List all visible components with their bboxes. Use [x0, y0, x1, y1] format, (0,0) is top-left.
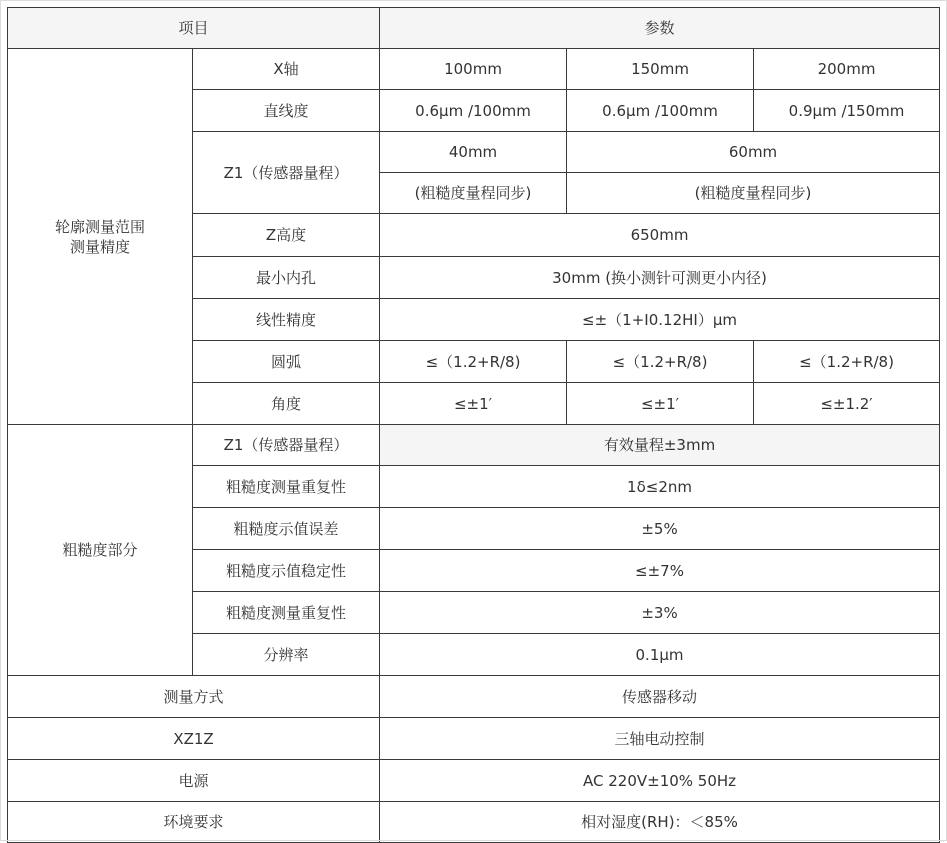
- arc-value: ≤（1.2+R/8): [754, 341, 940, 383]
- general-label: 电源: [8, 760, 380, 802]
- general-value: AC 220V±10% 50Hz: [380, 760, 940, 802]
- general-label: XZ1Z: [8, 718, 380, 760]
- general-label: 测量方式: [8, 676, 380, 718]
- angle-value: ≤±1′: [567, 383, 754, 425]
- straightness-label: 直线度: [193, 90, 380, 132]
- min-hole-label: 最小内孔: [193, 257, 380, 299]
- roughness-row-label: 粗糙度测量重复性: [193, 592, 380, 634]
- roughness-row-value: ±5%: [380, 508, 940, 550]
- spec-table: [7, 7, 940, 843]
- arc-value: ≤（1.2+R/8): [380, 341, 567, 383]
- roughness-row-label: 粗糙度示值误差: [193, 508, 380, 550]
- section-contour-line1: 轮廓测量范围: [54, 217, 145, 236]
- general-label: 环境要求: [8, 802, 380, 843]
- x-axis-value: 100mm: [380, 49, 567, 90]
- straightness-value: 0.6μm /100mm: [380, 90, 567, 132]
- header-item: 项目: [8, 8, 380, 49]
- min-hole-value: 30mm (换小测针可测更小内径): [380, 257, 940, 299]
- linearity-value: ≤±（1+I0.12HI）μm: [380, 299, 940, 341]
- general-value: 传感器移动: [380, 676, 940, 718]
- straightness-value: 0.6μm /100mm: [567, 90, 754, 132]
- roughness-row-value: 1δ≤2nm: [380, 466, 940, 508]
- roughness-row-label: 粗糙度测量重复性: [193, 466, 380, 508]
- roughness-row-value: 有效量程±3mm: [380, 425, 940, 466]
- angle-value: ≤±1′: [380, 383, 567, 425]
- row-general: [8, 676, 940, 718]
- section-contour-label: [8, 49, 193, 425]
- roughness-row-label: 分辨率: [193, 634, 380, 676]
- row-roughness: [8, 425, 940, 466]
- header-row: [8, 8, 940, 49]
- z1-value: 40mm: [380, 132, 567, 173]
- roughness-row-value: 0.1μm: [380, 634, 940, 676]
- z1-value: 60mm: [567, 132, 940, 173]
- z1-label: Z1（传感器量程）: [193, 132, 380, 214]
- z1-note: (粗糙度量程同步): [567, 173, 940, 214]
- z1-note: (粗糙度量程同步): [380, 173, 567, 214]
- header-param: 参数: [380, 8, 940, 49]
- general-value: 相对湿度(RH)：＜85%: [380, 802, 940, 843]
- z-height-label: Z高度: [193, 214, 380, 257]
- row-general: [8, 760, 940, 802]
- arc-label: 圆弧: [193, 341, 380, 383]
- linearity-label: 线性精度: [193, 299, 380, 341]
- section-contour-line2: 测量精度: [69, 237, 130, 256]
- straightness-value: 0.9μm /150mm: [754, 90, 940, 132]
- roughness-row-label: 粗糙度示值稳定性: [193, 550, 380, 592]
- roughness-row-value: ≤±7%: [380, 550, 940, 592]
- roughness-row-label: Z1（传感器量程）: [193, 425, 380, 466]
- angle-value: ≤±1.2′: [754, 383, 940, 425]
- row-general: [8, 718, 940, 760]
- x-axis-value: 150mm: [567, 49, 754, 90]
- x-axis-value: 200mm: [754, 49, 940, 90]
- roughness-row-value: ±3%: [380, 592, 940, 634]
- row-x-axis: [8, 49, 940, 90]
- general-value: 三轴电动控制: [380, 718, 940, 760]
- section-roughness-label: 粗糙度部分: [8, 425, 193, 676]
- x-axis-label: X轴: [193, 49, 380, 90]
- arc-value: ≤（1.2+R/8): [567, 341, 754, 383]
- z-height-value: 650mm: [380, 214, 940, 257]
- angle-label: 角度: [193, 383, 380, 425]
- row-general: [8, 802, 940, 843]
